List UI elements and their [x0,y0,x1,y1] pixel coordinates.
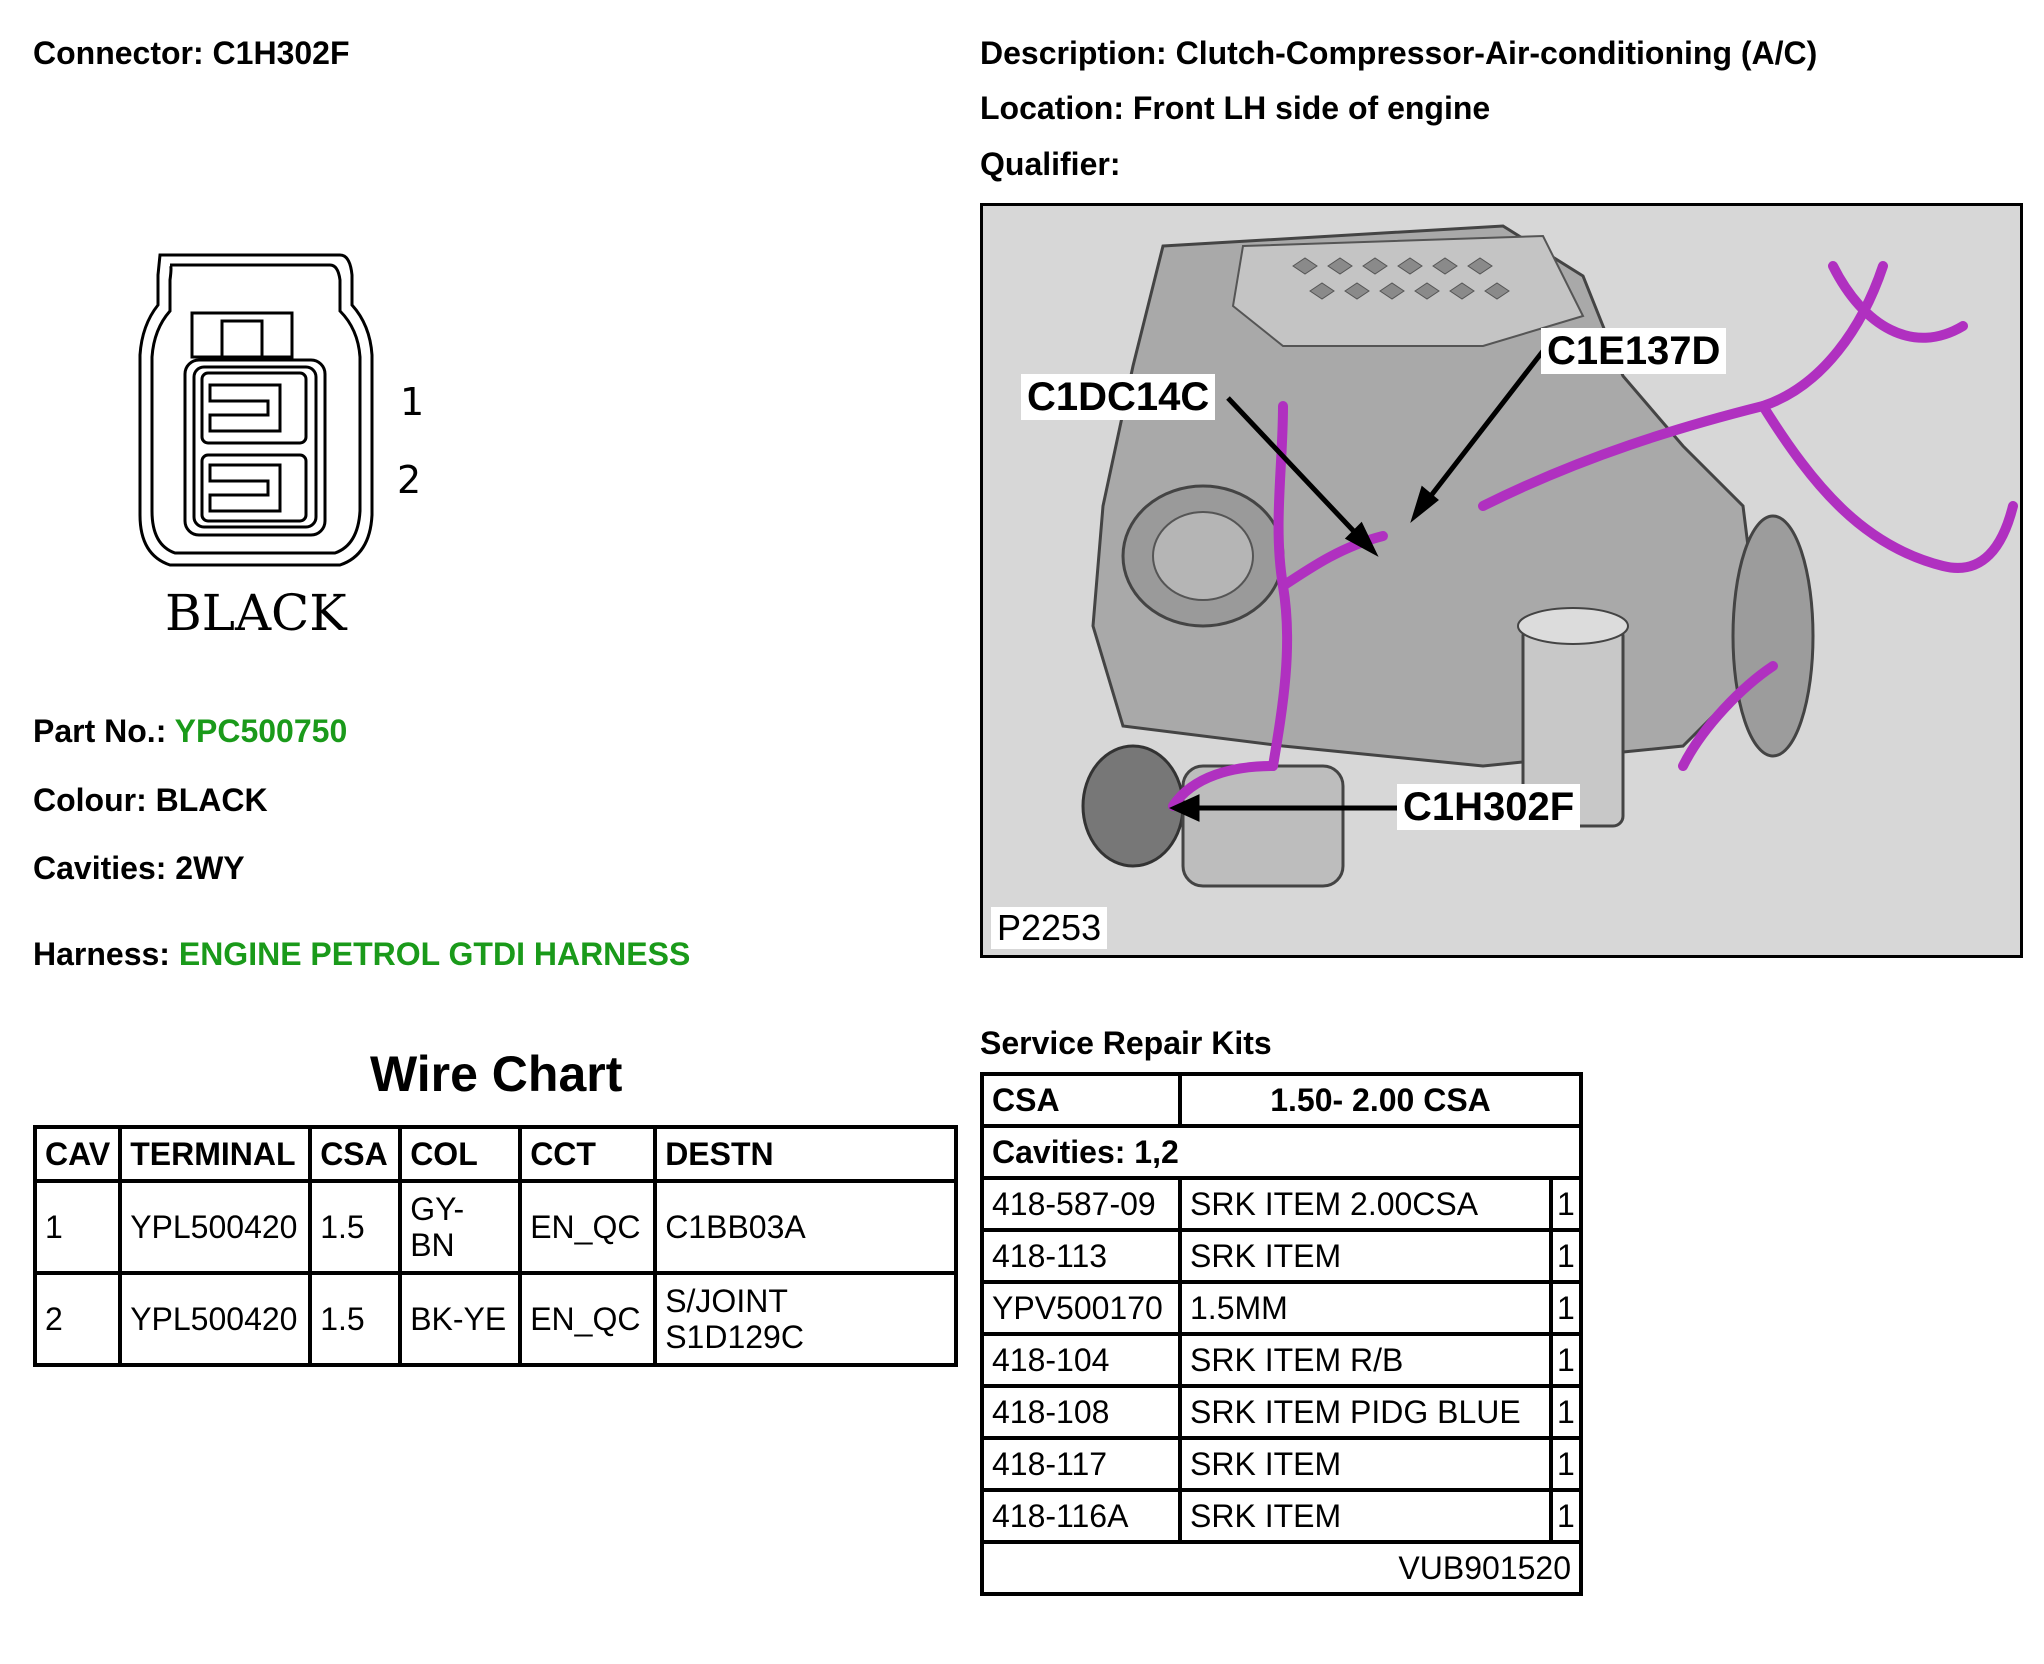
col-header-csa: CSA [310,1127,400,1181]
srk-item-desc: SRK ITEM PIDG BLUE [1180,1386,1551,1438]
srk-item-qty: 1 [1551,1438,1581,1490]
col-header-cct: CCT [520,1127,655,1181]
cavities-line [33,850,245,887]
location-value: Front LH side of engine [1132,90,1491,126]
col-header-destn: DESTN [655,1127,956,1181]
srk-item-code: 418-116A [982,1490,1180,1542]
col-header-col: COL [400,1127,520,1181]
srk-item-desc: SRK ITEM [1180,1230,1551,1282]
engine-location-image [980,203,2023,958]
srk-csa-value: 1.50- 2.00 CSA [1180,1074,1581,1126]
srk-cavities-row [982,1126,1581,1178]
cell-csa: 1.5 [310,1273,400,1365]
connector-face-diagram [130,245,460,645]
callout-c1dc14c: C1DC14C [1021,374,1215,420]
part-no-label: Part No.: [33,713,167,749]
srk-cavities: Cavities: 1,2 [982,1126,1581,1178]
srk-item-desc: SRK ITEM [1180,1490,1551,1542]
wire-chart-title: Wire Chart [370,1046,623,1102]
cell-col [400,1181,520,1273]
srk-header-row [982,1074,1581,1126]
srk-item-qty: 1 [1551,1334,1581,1386]
cell-destn [655,1273,956,1365]
cell-csa: 1.5 [310,1181,400,1273]
srk-item-qty: 1 [1551,1282,1581,1334]
description-value: Clutch-Compressor-Air-conditioning (A/C) [1175,35,1818,71]
harness-link[interactable]: ENGINE PETROL GTDI HARNESS [178,936,691,972]
part-no-line [33,713,347,750]
table-row [982,1282,1581,1334]
connector-color-label: BLACK [165,584,347,642]
srk-item-code: 418-104 [982,1334,1180,1386]
cavities-value: 2WY [175,850,245,886]
cavities-label: Cavities: [33,850,167,886]
srk-item-qty: 1 [1551,1386,1581,1438]
connector-label: Connector: [33,35,204,71]
srk-item-code: YPV500170 [982,1282,1180,1334]
qualifier-label: Qualifier: [980,146,1121,182]
service-repair-kits-table [980,1072,1583,1596]
cell-destn: C1BB03A [655,1181,956,1273]
harness-label: Harness: [33,936,170,972]
cell-cav: 1 [35,1181,120,1273]
pin-2-label: 2 [397,458,422,502]
srk-item-code: 418-587-09 [982,1178,1180,1230]
connector-value: C1H302F [212,35,350,71]
srk-item-desc: 1.5MM [1180,1282,1551,1334]
table-row [982,1438,1581,1490]
pin-1-label: 1 [400,380,425,424]
cell-cct: EN_QC [520,1181,655,1273]
cell-cav: 2 [35,1273,120,1365]
colour-label: Colour: [33,782,147,818]
srk-item-code: 418-108 [982,1386,1180,1438]
table-row [982,1334,1581,1386]
table-row [982,1490,1581,1542]
srk-item-desc: SRK ITEM [1180,1438,1551,1490]
table-row [35,1273,956,1365]
cell-terminal: YPL500420 [120,1273,310,1365]
srk-item-code: 418-113 [982,1230,1180,1282]
colour-line [33,782,268,819]
callout-c1h302f: C1H302F [1397,784,1580,830]
srk-item-qty: 1 [1551,1490,1581,1542]
colour-value: BLACK [155,782,268,818]
cell-terminal: YPL500420 [120,1181,310,1273]
table-row [982,1178,1581,1230]
table-row [982,1386,1581,1438]
harness-line [33,936,690,973]
srk-item-qty: 1 [1551,1178,1581,1230]
location-label: Location: [980,90,1124,126]
srk-item-desc: SRK ITEM R/B [1180,1334,1551,1386]
col-header-terminal: TERMINAL [120,1127,310,1181]
wire-chart-table [33,1125,958,1367]
description-label: Description: [980,35,1167,71]
location-line [980,90,1490,127]
description-line [980,35,1817,72]
cell-col: BK-YE [400,1273,520,1365]
srk-item-code: 418-117 [982,1438,1180,1490]
connector-line [33,35,350,72]
srk-footer-row [982,1542,1581,1594]
srk-footer-code: VUB901520 [982,1542,1581,1594]
srk-item-qty: 1 [1551,1230,1581,1282]
cell-col-text: GY-BN [410,1191,465,1263]
cell-cct: EN_QC [520,1273,655,1365]
table-row [35,1181,956,1273]
table-row [982,1230,1581,1282]
col-header-cav: CAV [35,1127,120,1181]
callout-c1e137d: C1E137D [1541,328,1726,374]
srk-item-desc: SRK ITEM 2.00CSA [1180,1178,1551,1230]
cell-destn-text: S/JOINT S1D129C [665,1283,804,1355]
qualifier-line [980,146,1120,183]
wire-chart-header-row [35,1127,956,1181]
srk-csa-label: CSA [982,1074,1180,1126]
service-repair-kits-title: Service Repair Kits [980,1025,1272,1061]
image-code: P2253 [991,907,1107,949]
part-no-link[interactable]: YPC500750 [174,713,348,749]
